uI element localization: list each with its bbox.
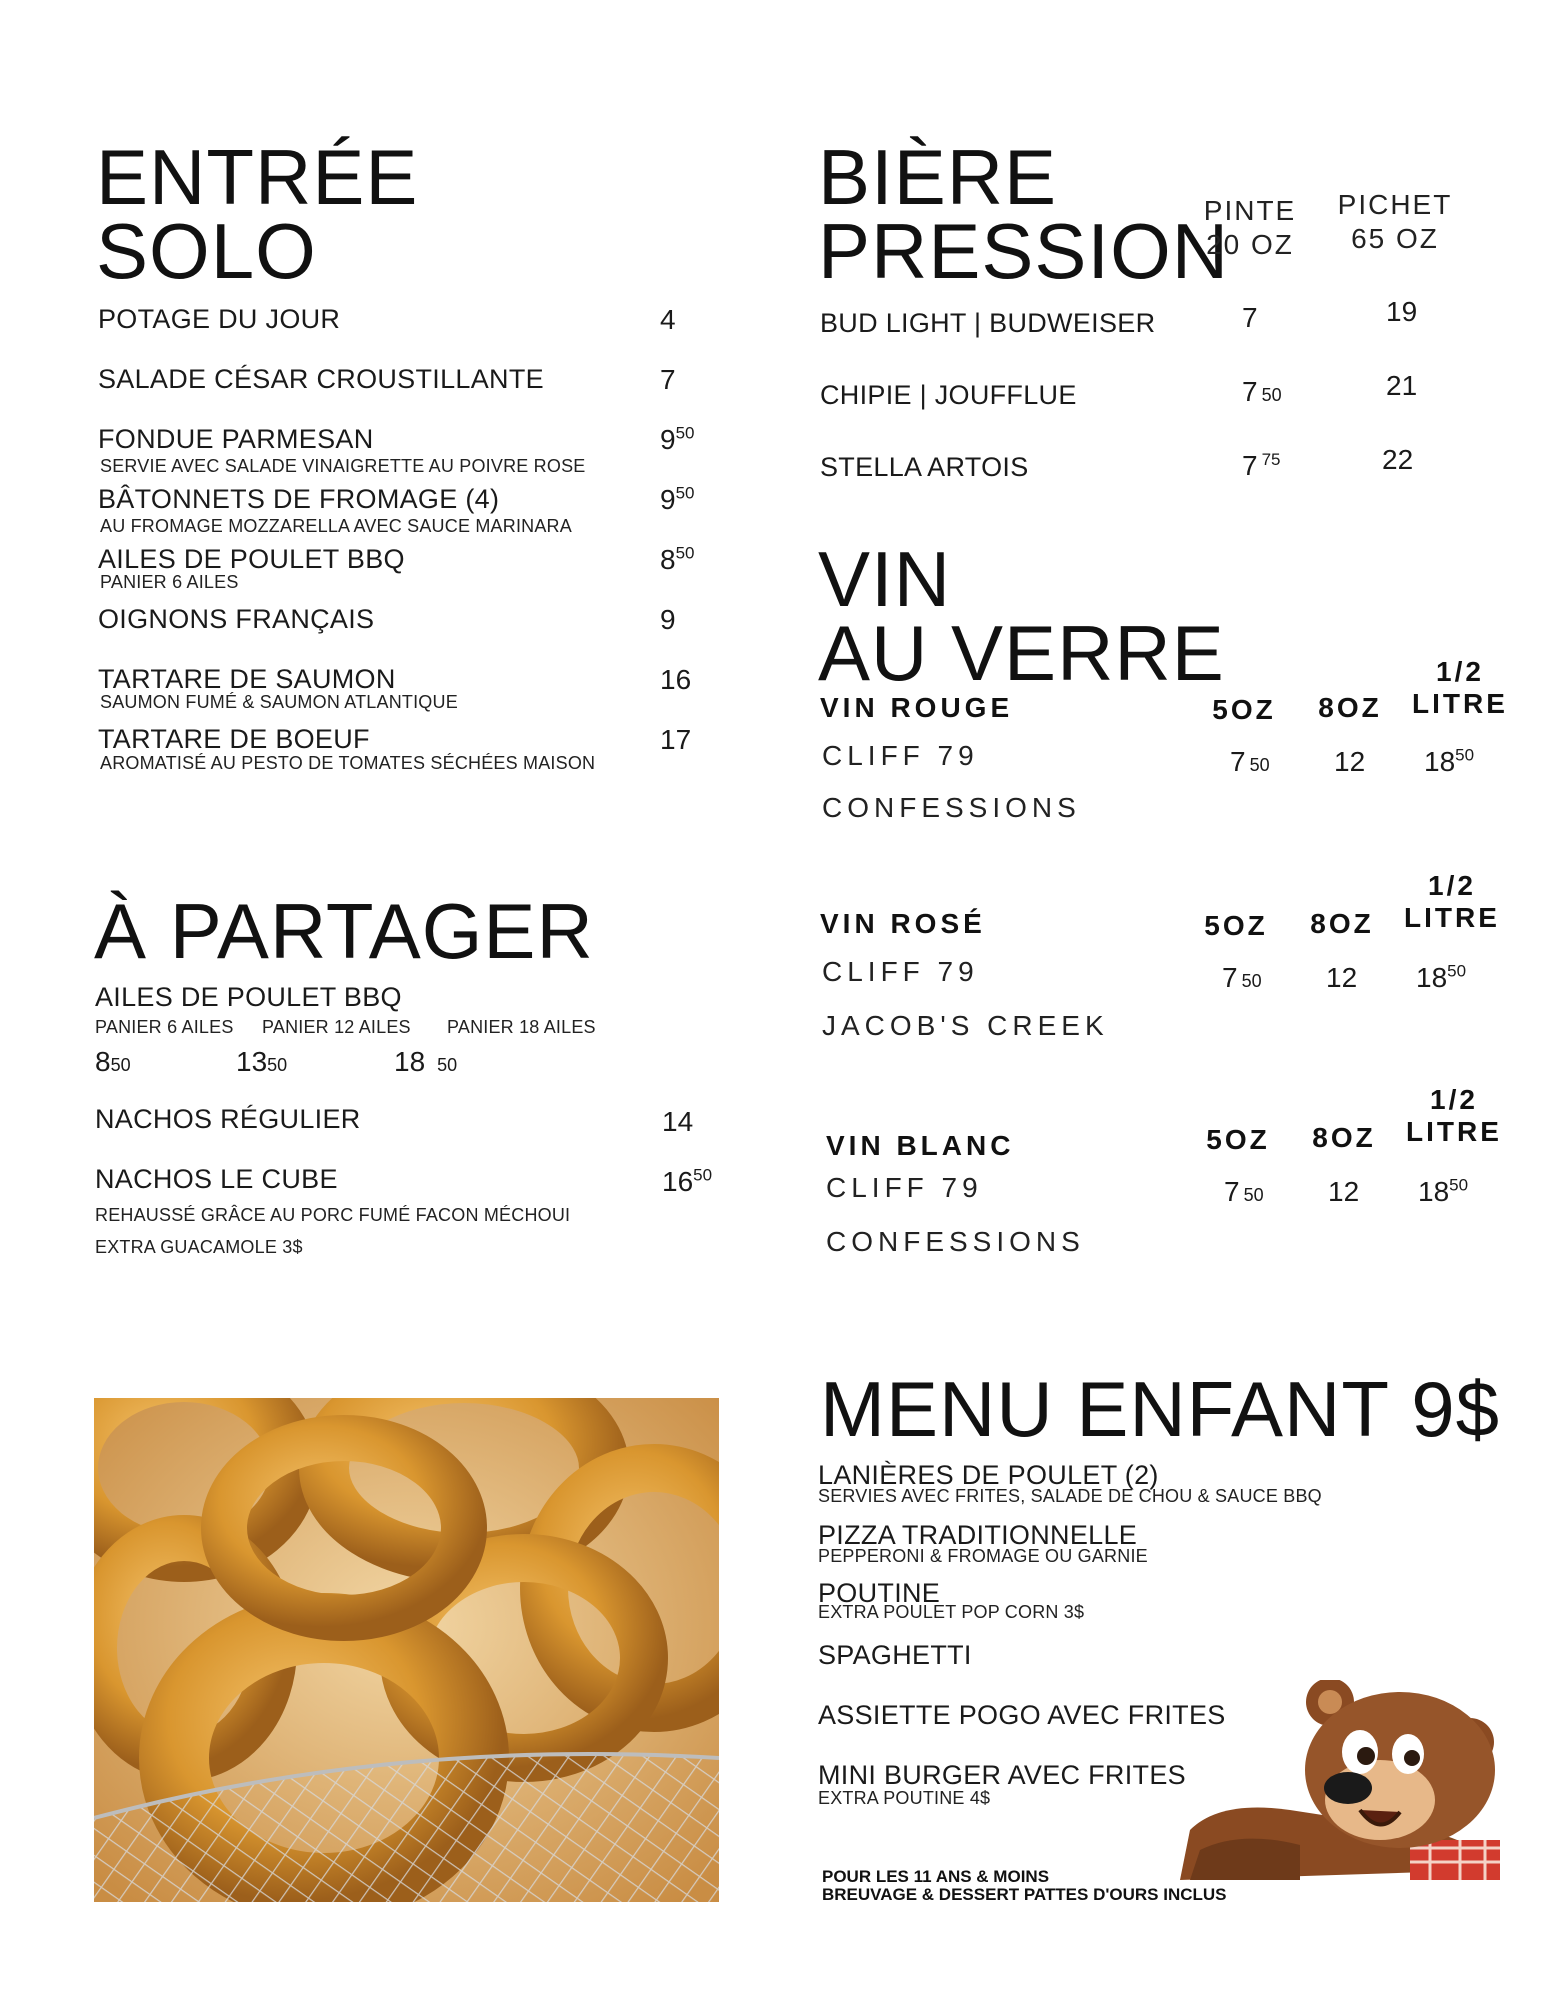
- partager-title: À PARTAGER: [94, 887, 594, 975]
- biere-col-pichet-size: 65 OZ: [1351, 223, 1439, 254]
- entree-item-price: $9^{50}$: [660, 483, 695, 515]
- vin-price-8oz: 12: [1328, 1176, 1360, 1207]
- entree-item-name: OIGNONS FRANÇAIS: [98, 604, 375, 634]
- enfant-item-desc: PEPPERONI & FROMAGE OU GARNIE: [818, 1546, 1148, 1566]
- entree-item-name: FONDUE PARMESAN: [98, 424, 374, 454]
- entree-item-desc: AROMATISÉ AU PESTO DE TOMATES SÉCHÉES MAISON: [100, 753, 596, 773]
- nachos-cube-price: $16^{50}$: [662, 1165, 713, 1197]
- vin-price-8oz: 12: [1334, 746, 1366, 777]
- nachos-note: REHAUSSÉ GRÂCE AU PORC FUMÉ FACON MÉCHOUI: [95, 1205, 571, 1225]
- vin-wine-name: JACOB'S CREEK: [822, 1010, 1109, 1041]
- vin-col-half-litre: [1410, 656, 1510, 720]
- vin-title-line2: AU VERRE: [818, 609, 1225, 697]
- vin-col-half-litre: [1404, 1084, 1504, 1148]
- vin-price-5oz: 7 50: [1230, 746, 1270, 777]
- bear-mascot-icon: [1180, 1680, 1510, 1880]
- vin-wine-name: CONFESSIONS: [826, 1226, 1085, 1257]
- biere-row-name: STELLA ARTOIS: [820, 452, 1029, 482]
- vin-col-5oz: 5OZ: [1206, 1124, 1270, 1155]
- biere-col-pinte-label: PINTE: [1203, 195, 1297, 226]
- wings-option-price: 18 50: [394, 1046, 458, 1077]
- onion-rings-icon: [94, 1398, 719, 1902]
- bear-mascot: [1180, 1680, 1510, 1880]
- biere-title-line2: PRESSION: [818, 207, 1230, 295]
- vin-category-blanc: VIN BLANC: [826, 1130, 1015, 1161]
- wings-name: AILES DE POULET BBQ: [95, 982, 402, 1012]
- entree-item-name: SALADE CÉSAR CROUSTILLANTE: [98, 364, 544, 394]
- enfant-item-desc: SERVIES AVEC FRITES, SALADE DE CHOU & SAUCE BBQ: [818, 1486, 1322, 1506]
- entree-item-price: $9^{50}$: [660, 423, 695, 455]
- vin-wine-name: CLIFF 79: [826, 1172, 983, 1203]
- entree-item-desc: SAUMON FUMÉ & SAUMON ATLANTIQUE: [100, 692, 458, 712]
- vin-col-5oz: 5OZ: [1212, 694, 1276, 725]
- vin-col-half-litre: [1402, 870, 1502, 934]
- vin-col-half-line1: 1/2: [1428, 870, 1476, 901]
- entree-item-name: BÂTONNETS DE FROMAGE (4): [98, 484, 500, 514]
- vin-col-8oz: 8OZ: [1312, 1122, 1376, 1153]
- biere-col-pichet: [1330, 188, 1460, 256]
- enfant-note: BREUVAGE & DESSERT PATTES D'OURS INCLUS: [822, 1885, 1227, 1904]
- vin-wine-name: CLIFF 79: [822, 740, 979, 771]
- vin-category-rose: VIN ROSÉ: [820, 908, 986, 939]
- vin-wine-name: CLIFF 79: [822, 956, 979, 987]
- nachos-regular-name: NACHOS RÉGULIER: [95, 1104, 361, 1134]
- vin-wine-name: CONFESSIONS: [822, 792, 1081, 823]
- enfant-item-desc: EXTRA POULET POP CORN 3$: [818, 1602, 1085, 1622]
- biere-col-pichet-label: PICHET: [1337, 189, 1453, 220]
- enfant-item-name: POUTINE: [818, 1578, 941, 1608]
- enfant-title: MENU ENFANT 9$: [820, 1365, 1501, 1453]
- nachos-cube-name: NACHOS LE CUBE: [95, 1164, 338, 1194]
- enfant-item-name: LANIÈRES DE POULET (2): [818, 1460, 1159, 1490]
- entree-item-price: 17: [660, 724, 692, 755]
- biere-row-pinte: 7 $^{75}$: [1242, 449, 1281, 481]
- wings-option-label: PANIER 12 AILES: [262, 1017, 411, 1037]
- entree-item-price: 16: [660, 664, 692, 695]
- wings-option-price: 850: [95, 1046, 131, 1077]
- enfant-item-name: SPAGHETTI: [818, 1640, 972, 1670]
- entree-item-price: 7: [660, 364, 676, 395]
- entree-item-desc: PANIER 6 AILES: [100, 572, 239, 592]
- enfant-item-desc: EXTRA POUTINE 4$: [818, 1788, 991, 1808]
- enfant-item-name: MINI BURGER AVEC FRITES: [818, 1760, 1186, 1790]
- vin-col-half-line1: 1/2: [1430, 1084, 1478, 1115]
- biere-row-pinte: 7: [1242, 302, 1258, 333]
- vin-category-rouge: VIN ROUGE: [820, 692, 1014, 723]
- entree-item-price: 9: [660, 604, 676, 635]
- vin-price-half-litre: $18^{50}$: [1424, 745, 1475, 777]
- biere-row-pinte: 7 50: [1242, 376, 1282, 407]
- biere-row-name: CHIPIE | JOUFFLUE: [820, 380, 1077, 410]
- vin-col-half-line2: LITRE: [1412, 688, 1508, 719]
- vin-col-8oz: 8OZ: [1310, 908, 1374, 939]
- entree-item-name: TARTARE DE BOEUF: [98, 724, 370, 754]
- nachos-note: EXTRA GUACAMOLE 3$: [95, 1237, 303, 1257]
- biere-col-pinte: [1190, 194, 1310, 262]
- entree-title-line1: ENTRÉE: [96, 133, 419, 221]
- entree-item-price: 4: [660, 304, 676, 335]
- wings-option-label: PANIER 6 AILES: [95, 1017, 234, 1037]
- wings-option-price: 1350: [236, 1046, 288, 1077]
- vin-col-8oz: 8OZ: [1318, 692, 1382, 723]
- vin-col-5oz: 5OZ: [1204, 910, 1268, 941]
- biere-row-pichet: 21: [1386, 370, 1418, 401]
- enfant-item-name: ASSIETTE POGO AVEC FRITES: [818, 1700, 1226, 1730]
- vin-price-5oz: 7 50: [1222, 962, 1262, 993]
- entree-item-desc: SERVIE AVEC SALADE VINAIGRETTE AU POIVRE ROSE: [100, 456, 586, 476]
- vin-col-half-line1: 1/2: [1436, 656, 1484, 687]
- vin-price-8oz: 12: [1326, 962, 1358, 993]
- enfant-item-name: PIZZA TRADITIONNELLE: [818, 1520, 1138, 1550]
- entree-item-name: POTAGE DU JOUR: [98, 304, 341, 334]
- biere-row-pichet: 19: [1386, 296, 1418, 327]
- vin-price-5oz: 7 50: [1224, 1176, 1264, 1207]
- vin-price-half-litre: $18^{50}$: [1418, 1175, 1469, 1207]
- biere-row-name: BUD LIGHT | BUDWEISER: [820, 308, 1156, 338]
- biere-title-line1: BIÈRE: [818, 133, 1058, 221]
- entree-item-name: TARTARE DE SAUMON: [98, 664, 396, 694]
- onion-rings-photo: [94, 1398, 719, 1902]
- enfant-note: POUR LES 11 ANS & MOINS: [822, 1867, 1050, 1886]
- entree-title-line2: SOLO: [96, 207, 317, 295]
- biere-row-pichet: 22: [1382, 444, 1414, 475]
- vin-col-half-line2: LITRE: [1404, 902, 1500, 933]
- wings-option-label: PANIER 18 AILES: [447, 1017, 596, 1037]
- entree-item-price: $8^{50}$: [660, 543, 695, 575]
- nachos-regular-price: 14: [662, 1106, 694, 1137]
- vin-price-half-litre: $18^{50}$: [1416, 961, 1467, 993]
- entree-item-name: AILES DE POULET BBQ: [98, 544, 405, 574]
- entree-item-desc: AU FROMAGE MOZZARELLA AVEC SAUCE MARINARA: [100, 516, 572, 536]
- vin-col-half-line2: LITRE: [1406, 1116, 1502, 1147]
- vin-title-line1: VIN: [818, 535, 952, 623]
- biere-col-pinte-size: 20 OZ: [1206, 229, 1294, 260]
